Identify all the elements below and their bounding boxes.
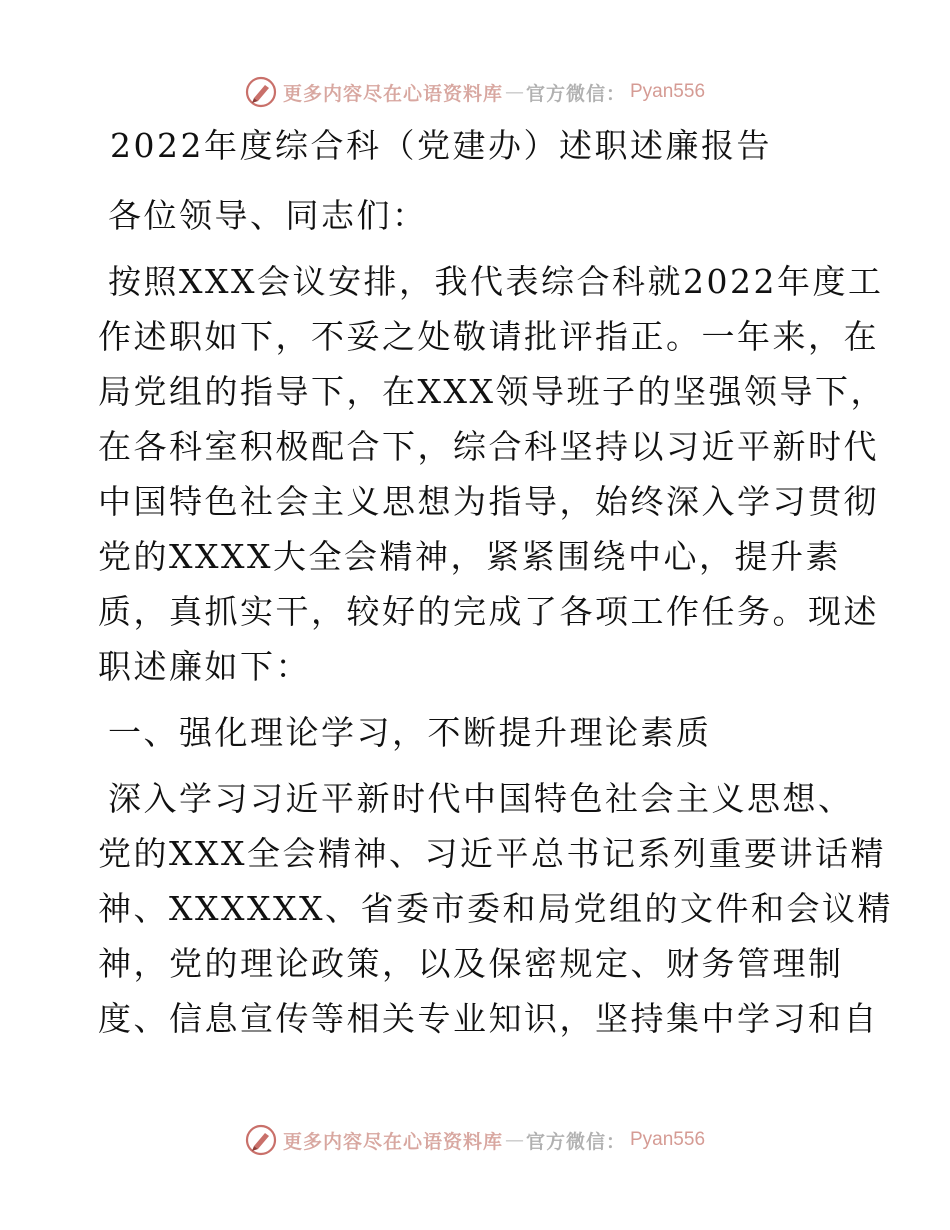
watermark-official-label: 官方微信： bbox=[525, 1130, 626, 1153]
document-title: 2022年度综合科（党建办）述职述廉报告 bbox=[110, 126, 772, 165]
watermark-text: 更多内容尽在心语资料库 bbox=[282, 1130, 503, 1153]
paragraph-line: 作述职如下，不妥之处敬请批评指正。一年来，在 bbox=[98, 317, 879, 356]
paragraph-line: 按照XXX会议安排，我代表综合科就2022年度工 bbox=[108, 262, 884, 301]
paragraph-intro bbox=[98, 254, 886, 694]
document-body bbox=[98, 118, 893, 1046]
watermark-dash: — bbox=[504, 1129, 524, 1151]
paragraph-line: 局党组的指导下，在XXX领导班子的坚强领导下， bbox=[98, 372, 886, 411]
watermark-official-label: 官方微信： bbox=[525, 82, 626, 105]
paragraph-line: 在各科室积极配合下，综合科坚持以习近平新时代 bbox=[98, 427, 879, 466]
paragraph-study bbox=[98, 771, 893, 1046]
paragraph-line: 职述廉如下： bbox=[98, 647, 311, 686]
paragraph-line: 神、XXXXXX、省委市委和局党组的文件和会议精 bbox=[98, 889, 893, 928]
pen-logo-icon bbox=[245, 1124, 277, 1156]
paragraph-line: 质，真抓实干，较好的完成了各项工作任务。现述 bbox=[98, 592, 879, 631]
paragraph-line: 中国特色社会主义思想为指导，始终深入学习贯彻 bbox=[98, 482, 879, 521]
header-watermark bbox=[0, 72, 950, 112]
section-heading: 一、强化理论学习，不断提升理论素质 bbox=[108, 713, 712, 752]
watermark-wechat-id: Pyan556 bbox=[630, 81, 706, 102]
paragraph-line: 党的XXX全会精神、习近平总书记系列重要讲话精 bbox=[98, 834, 886, 873]
paragraph-line: 党的XXXX大全会精神，紧紧围绕中心，提升素 bbox=[98, 537, 841, 576]
salutation: 各位领导、同志们： bbox=[108, 196, 428, 235]
paragraph-line: 度、信息宣传等相关专业知识，坚持集中学习和自 bbox=[98, 999, 879, 1038]
watermark-wechat-id: Pyan556 bbox=[630, 1129, 706, 1150]
paragraph-line: 神，党的理论政策，以及保密规定、财务管理制 bbox=[98, 944, 844, 983]
pen-logo-icon bbox=[245, 76, 277, 108]
paragraph-line: 深入学习习近平新时代中国特色社会主义思想、 bbox=[108, 779, 854, 818]
watermark-dash: — bbox=[504, 81, 524, 103]
watermark-text: 更多内容尽在心语资料库 bbox=[282, 82, 503, 105]
footer-watermark bbox=[0, 1120, 950, 1160]
